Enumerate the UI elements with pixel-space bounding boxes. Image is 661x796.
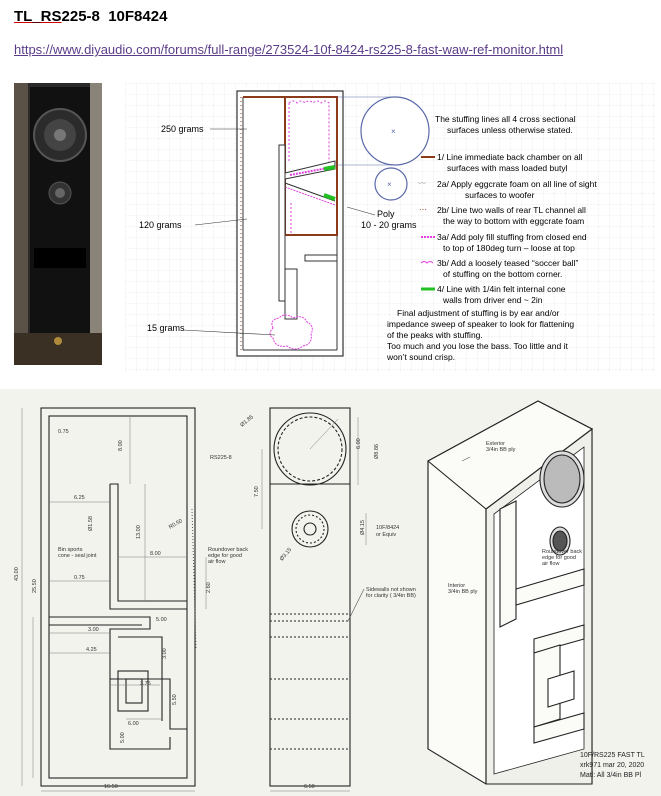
legend-6-line-2: walls from driver end ~ 2in <box>443 295 543 305</box>
dim-0-75b: 0.75 <box>74 575 85 581</box>
final-line-5: won’t sound crisp. <box>387 352 456 362</box>
cad-drawing <box>0 389 661 796</box>
svg-text:×: × <box>387 180 392 189</box>
note-interior-2: 3/4in BB ply <box>448 589 478 595</box>
dim-3-75: 3.75 <box>140 681 151 687</box>
page-title <box>14 8 167 25</box>
note-10f-1: 10F/8424 <box>376 525 400 531</box>
legend-1-line-2: surfaces with mass loaded butyl <box>447 163 568 173</box>
dim-43-00: 43.00 <box>14 567 20 581</box>
note-roundover-1: Roundover back <box>208 547 249 553</box>
label-poly-grams: 10 - 20 grams <box>361 220 417 230</box>
note-sports-2: cone - seal joint <box>58 553 97 559</box>
forum-link[interactable]: https://www.diyaudio.com/forums/full-range/273524-10f-8424-rs225-8-fast-waw-ref-monitor.html <box>14 42 564 57</box>
legend-6-line-1: 4/ Line with 1/4in felt internal cone <box>437 284 566 294</box>
dim-0-75: 0.75 <box>58 429 69 435</box>
note-roundover2-2: edge for good <box>542 555 576 561</box>
final-line-2: impedance sweep of speaker to look for flattening <box>387 319 575 329</box>
dim-25-50: 25.50 <box>32 579 38 593</box>
note-10f-2: or Equiv <box>376 532 397 538</box>
note-roundover-2: edge for good <box>208 553 242 559</box>
dim-dia-3-15: Ø3.15 <box>278 546 294 563</box>
legend-3-line-1: 2b/ Line two walls of rear TL channel all <box>437 205 586 215</box>
cad-drawing-svg <box>0 389 661 796</box>
note-exterior-1: Exterior <box>486 441 505 447</box>
legend-5-line-2: of stuffing on the bottom corner. <box>443 269 563 279</box>
note-roundover2-1: Roundover back <box>542 549 583 555</box>
dim-dia-8-86: Ø8.86 <box>374 444 380 459</box>
note-roundover2-3: air flow <box>542 561 560 567</box>
note-rs225: RS225-8 <box>210 455 232 461</box>
final-line-1: Final adjustment of stuffing is by ear and/or <box>397 308 560 318</box>
note-sidewalls-1: Sidewalls not shown <box>366 587 416 593</box>
dim-6-00c: 6.00 <box>356 438 362 449</box>
title-part2: 225-8 10F8424 <box>61 8 168 25</box>
dim-dia-1-85: Ø1.85 <box>239 414 255 429</box>
title-block-3: Matl: All 3/4in BB Pl <box>580 772 642 779</box>
dim-13-00: 13.00 <box>136 525 142 539</box>
stuffing-diagram <box>125 83 655 373</box>
legend-4-line-1: 3a/ Add poly fill stuffing from closed end <box>437 232 587 242</box>
dim-3-00: 3.00 <box>88 627 99 633</box>
note-interior-1: Interior <box>448 583 466 589</box>
note-sidewalls-2: for clarity ( 3/4in BB) <box>366 593 416 599</box>
note-roundover-3: air flow <box>208 559 226 565</box>
speaker-photo <box>14 83 102 365</box>
dim-6-50: 6.50 <box>304 784 315 790</box>
legend-2-line-2: surfaces to woofer <box>465 190 535 200</box>
dim-5-00b: 5.00 <box>120 732 126 743</box>
label-15g: 15 grams <box>147 323 185 333</box>
dim-8-00: 8.00 <box>118 440 124 451</box>
dim-3-00b: 3.00 <box>162 648 168 659</box>
title-block-2: xrk971 mar 20, 2020 <box>580 762 645 769</box>
intro-line-2: surfaces unless otherwise stated. <box>447 125 573 135</box>
dim-6-00: 6.00 <box>128 721 139 727</box>
title-part1: TL_RS <box>14 8 62 25</box>
dim-6-25: 6.25 <box>74 495 85 501</box>
dim-8-00b: 8.00 <box>150 551 161 557</box>
svg-text:⋯: ⋯ <box>419 205 427 214</box>
title-block-1: 10F/RS225 FAST TL <box>580 752 645 759</box>
dim-5-00: 5.00 <box>156 617 167 623</box>
dim-5-50: 5.50 <box>172 694 178 705</box>
svg-text:×: × <box>391 127 396 136</box>
dim-dia-1-58: Ø1.58 <box>88 516 94 531</box>
legend-2-line-1: 2a/ Apply eggcrate foam on all line of sight <box>437 179 597 189</box>
stuffing-diagram-svg <box>125 83 655 373</box>
final-line-3: of the peaks with stuffing. <box>387 330 483 340</box>
dim-4-25: 4.25 <box>86 647 97 653</box>
final-line-4: Too much and you lose the bass. Too little and it <box>387 341 568 351</box>
dim-dia-4-15: Ø4.15 <box>360 520 366 535</box>
legend-1-line-1: 1/ Line immediate back chamber on all <box>437 152 583 162</box>
legend-3-line-2: the way to bottom with eggcrate foam <box>443 216 585 226</box>
dim-2-60: 2.60 <box>206 582 212 593</box>
label-120g: 120 grams <box>139 220 182 230</box>
dim-7-50: 7.50 <box>254 486 260 497</box>
speaker-photo-drawing <box>14 83 102 365</box>
dim-16-50: 16.50 <box>104 784 118 790</box>
svg-text:〰: 〰 <box>418 179 426 188</box>
dim-r0-50: R0.50 <box>168 518 184 531</box>
label-poly: Poly <box>377 209 395 219</box>
note-sports-1: Bin sports <box>58 547 83 553</box>
legend-5-line-1: 3b/ Add a loosely teased “soccer ball” <box>437 258 579 268</box>
note-exterior-2: 3/4in BB ply <box>486 447 516 453</box>
intro-line-1: The stuffing lines all 4 cross sectional <box>435 114 576 124</box>
label-250g: 250 grams <box>161 124 204 134</box>
legend-4-line-2: to top of 180deg turn – loose at top <box>443 243 575 253</box>
